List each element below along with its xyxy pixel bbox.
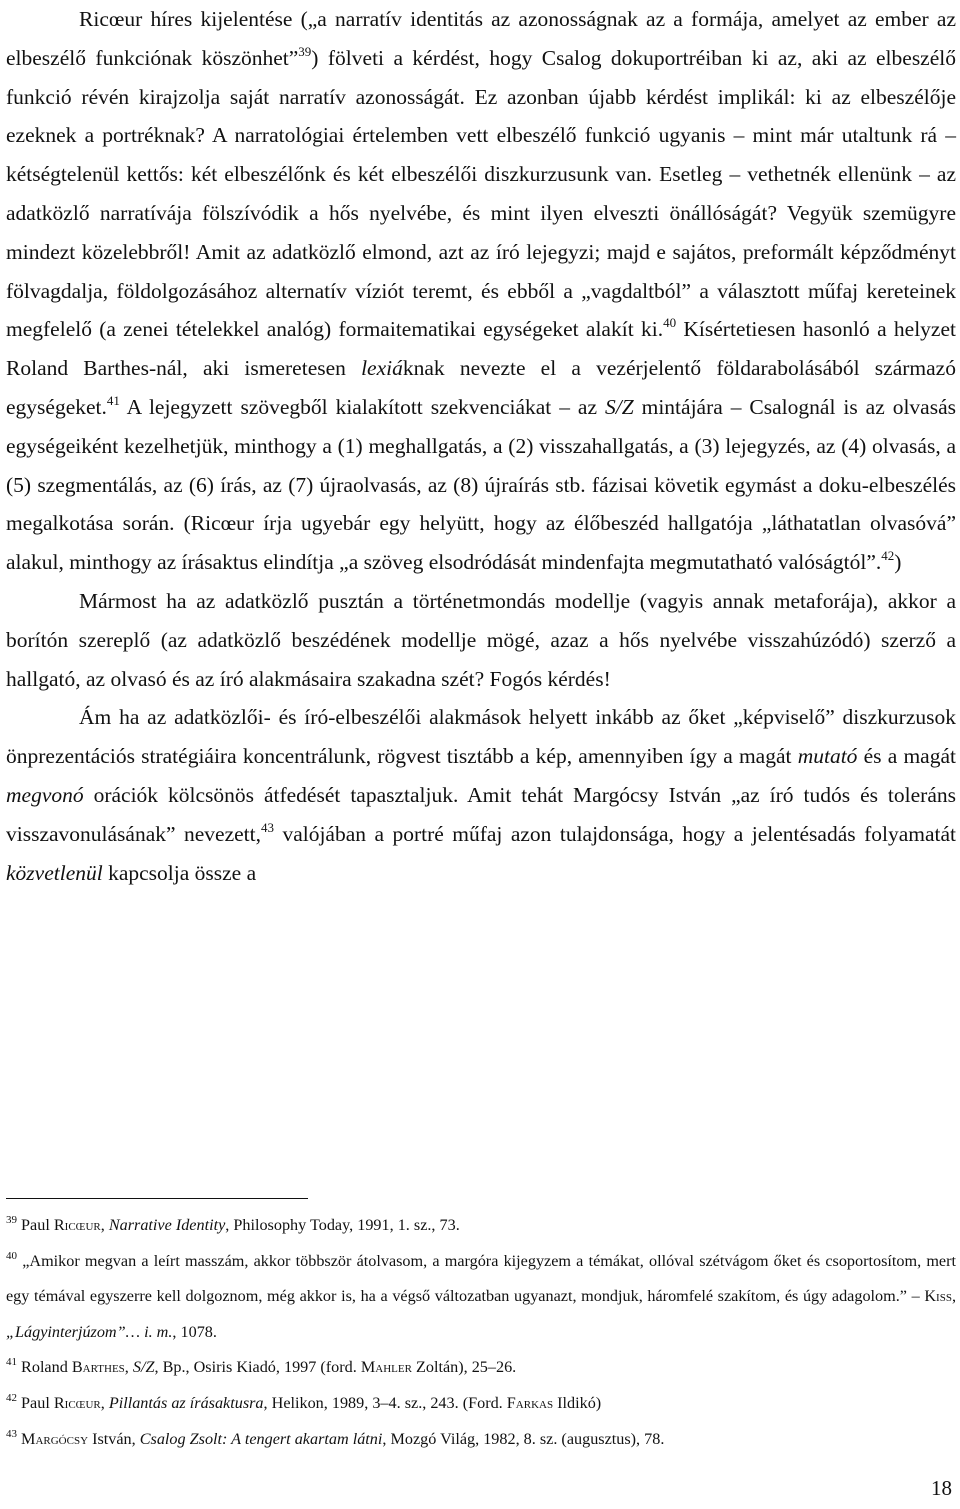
footnote-ref-40[interactable]: 40 [663, 315, 677, 331]
italic-term: közvetlenül [6, 860, 103, 885]
footnote-ref-42[interactable]: 42 [881, 548, 895, 564]
paragraph-1: Ricœur híres kijelentése („a narratív identitás az azonosságnak az a formája, amelyet az ember az elbeszélő funkciónak köszönhet”$^{39}$) fölveti a kérdést, hogy Csalog dokuportréiban ki az, aki az elbeszélő funkció révén kirajzolja saját narratív azonosságát. Ez azonban újabb kérdést implikál: ki az elbeszélője ezeknek a portréknak? A narratológiai értelemben vett elbeszélő funkció ugyanis – mint már utaltunk rá – kétségtelenül kettős: két elbeszélőnk és két elbeszélői diszkurzusunk van. Esetleg – vethetnék ellenünk – az adatközlő narratívája fölszívódik a hős nyelvébe, és mint ilyen elveszti önállóságát? Vegyük szemügyre mindezt közelebbről! Amit az adatközlő elmond, azt az író lejegyzi; majd e sajátos, preformált képződményt fölvagdalja, földolgozásához alternatív víziót teremt, és ebből a „vagdaltból” a választott műfaj kereteinek megfelelő (a zenei tételekkel analóg) formaitematikai egységeket alakít ki.$^{40}$ Kísértetiesen hasonló a helyzet Roland Barthes-nál, aki ismeretesen lexiáknak nevezte el a vezérjelentő földarabolásából származó egységeket.$^{41}$ A lejegyzett szövegből kialakított szekvenciákat – az S/Z mintájára – Csalognál is az olvasás egységeiként kezelhetjük, minthogy a (1) meghallgatás, a (2) visszahallgatás, a (3) lejegyzés, az (4) olvasás, a (5) szegmentálás, az (6) írás, az (7) újraolvasás, az (8) újraírás stb. fázisai követik egymást a doku-elbeszélés megalkotása során. (Ricœur írja ugyebár egy helyütt, hogy az élőbeszéd hallgatója „láthatatlan olvasóvá” alakul, minthogy az írásaktus elindítja „a szöveg elsodródását mindenfajta megmutatható valóságtól”.$^{42}$) [6, 7, 956, 575]
footnote-separator [6, 1198, 308, 1199]
paragraph-3: Ám ha az adatközlői- és író-elbeszélői alakmások helyett inkább az őket „képviselő” diszkurzusok önprezentációs stratégiáira koncentrálunk, rögvest tisztább a kép, amennyiben így a magát mutató és a magát megvonó orációk kölcsönös átfedését tapasztaljuk. Amit tehát Margócsy István „az író tudós és toleráns visszavonulásának” nevezett,$^{43}$ valójában a portré műfaj azon tulajdonsága, hogy a jelentésadás folyamatát közvetlenül kapcsolja össze a [6, 705, 957, 885]
paragraph-2: Mármost ha az adatközlő pusztán a történetmondás modellje (vagyis annak metaforája), akkor a borítón szereplő (az adatközlő beszédének modellje mögé, azaz a hős nyelvébe visszahúzódó) szerző a hallgató, az olvasó és az író alakmásaira szakadna szét? Fogós kérdés! [6, 588, 956, 691]
italic-term: mutató [797, 744, 858, 769]
italic-term: megvonó [6, 782, 84, 807]
footnote-ref-39[interactable]: 39 [298, 43, 312, 59]
footnote-43: $^{43}$ Margócsy István, Csalog Zsolt: A tengert akartam látni, Mozgó Világ, 1982, 8. sz. (augusztus), 78. [6, 1427, 665, 1448]
footnotes [6, 1208, 956, 1457]
italic-term: lexiá [361, 356, 403, 381]
footnote-41: $^{41}$ Roland Barthes, S/Z, Bp., Osiris Kiadó, 1997 (ford. Mahler Zoltán), 25–26. [6, 1356, 517, 1377]
italic-title: S/Z [604, 394, 634, 419]
main-text [6, 0, 956, 892]
footnote-ref-41[interactable]: 41 [106, 392, 120, 408]
footnote-40: $^{40}$ „Amikor megvan a leírt masszám, akkor többször átolvasom, a margóra kijegyzem a témákat, ollóval szétvágom őket és csoportosítom, mert egy témával egyszerre kell dolgoznom, még akkor is, ha a végső változatban ugyanazt, mondjuk, háromfelé szakítom, és úgy adagolom.” – Kiss, „Lágyinterjúzom”… i. m., 1078. [6, 1249, 956, 1341]
footnote-42: $^{42}$ Paul Ricœur, Pillantás az írásaktusra, Helikon, 1989, 3–4. sz., 243. (Ford. Farkas Ildikó) [6, 1391, 602, 1412]
footnote-ref-43[interactable]: 43 [261, 819, 274, 835]
footnote-39: $^{39}$ Paul Ricœur, Narrative Identity, Philosophy Today, 1991, 1. sz., 73. [6, 1214, 460, 1234]
page-number: 18 [931, 1476, 952, 1500]
